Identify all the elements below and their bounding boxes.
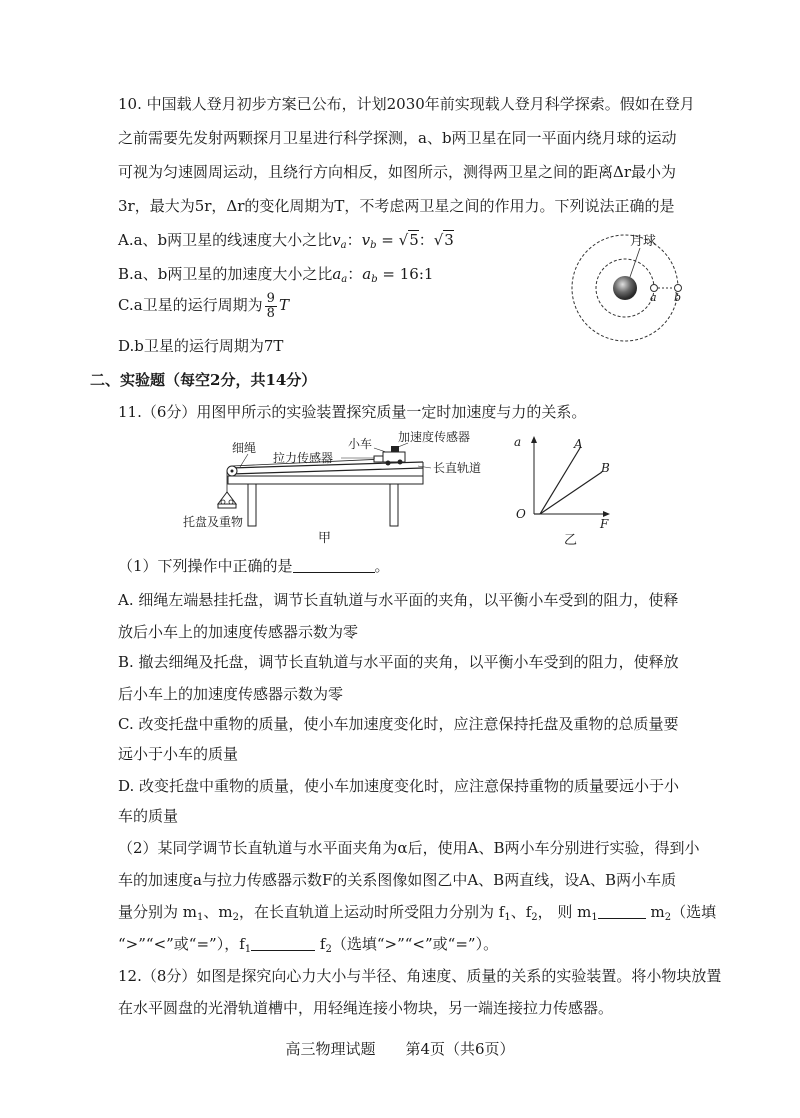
label-b: b — [674, 291, 682, 304]
fraction-9-8: $\frac{9}{8}$ — [266, 290, 275, 321]
answer-blank-2[interactable] — [598, 904, 646, 919]
q11-option-a-line1: A. 细绳左端悬挂托盘，调节长直轨道与水平面的夹角，以平衡小车受到的阻力，使释 — [118, 591, 679, 609]
label-accel-sensor: 加速度传感器 — [398, 430, 471, 444]
q11-part2-line3: 量分别为 $m_1$、$m_2$，在长直轨道上运动时所受阻力分别为 $f_1$、$f_2$， 则 $m_1$ $m_2$（选填 — [118, 903, 717, 923]
table-top — [228, 476, 423, 484]
q12-line2: 在水平圆盘的光滑轨道槽中，用轻绳连接小物块，另一端连接拉力传感器。 — [118, 999, 614, 1017]
q10-option-b: B.a、b两卫星的加速度大小之比$a_a$：$a_b$ = 16:1 — [118, 265, 434, 285]
axis-x-label: F — [600, 517, 609, 531]
q10-line2: 之前需要先发射两颗探月卫星进行科学探测，a、b两卫星在同一平面内绕月球的运动 — [118, 129, 677, 147]
moon-label: 月球 — [630, 234, 657, 249]
answer-blank-1[interactable] — [293, 558, 375, 573]
q12-line1: 12.（8分）如图是探究向心力大小与半径、角速度、质量的关系的实验装置。将小物块放置 — [118, 967, 722, 985]
label-rope: 细绳 — [232, 441, 257, 455]
q11-option-b-line1: B. 撤去细绳及托盘，调节长直轨道与水平面的夹角，以平衡小车受到的阻力，使释放 — [118, 653, 679, 671]
q11-option-d-line2: 车的质量 — [118, 807, 179, 825]
apparatus-figure-jia — [178, 430, 498, 550]
line-B — [540, 472, 602, 514]
line-B-label: B — [601, 461, 610, 475]
label-track: 长直轨道 — [433, 461, 482, 475]
q11-part2-line2: 车的加速度a与拉力传感器示数F的关系图像如图乙中A、B两直线，设A、B两小车质 — [118, 871, 677, 889]
q10-line4: 3r，最大为5r，Δr的变化周期为T，不考虑两卫星之间的作用力。下列说法正确的是 — [118, 197, 675, 215]
label-cart: 小车 — [348, 437, 373, 451]
q10-option-a: A.a、b两卫星的线速度大小之比$v_a$：$v_b = √5$：√3 — [118, 231, 454, 251]
section-heading: 二、实验题（每空2分，共14分） — [90, 371, 317, 389]
origin-label: O — [516, 507, 526, 521]
q11-option-d-line1: D. 改变托盘中重物的质量，使小车加速度变化时，应注意保持重物的质量要远小于小 — [118, 777, 680, 795]
q11-intro: 11.（6分）用图甲所示的实验装置探究质量一定时加速度与力的关系。 — [118, 403, 587, 421]
label-a: a — [650, 291, 657, 304]
answer-blank-3[interactable] — [251, 936, 315, 951]
page-footer: 高三物理试题 第4页（共6页） — [285, 1040, 515, 1058]
q10-line3: 可视为匀速圆周运动，且绕行方向相反，如图所示，测得两卫星之间的距离Δr最小为 — [118, 163, 677, 181]
label-force-sensor: 拉力传感器 — [273, 451, 334, 465]
caption-yi: 乙 — [564, 533, 578, 548]
q10-line1: 10. 中国载人登月初步方案已公布，计划2030年前实现载人登月科学探索。假如在登月 — [118, 95, 695, 113]
q11-part2-line1: （2）某同学调节长直轨道与水平面夹角为α后，使用A、B两小车分别进行实验，得到小 — [118, 839, 700, 857]
q10-option-d: D.b卫星的运行周期为7T — [118, 337, 284, 355]
track-bottom — [230, 468, 423, 474]
line-A — [540, 448, 580, 514]
accel-sensor-icon — [391, 446, 399, 452]
force-sensor-icon — [374, 456, 383, 462]
q11-part1: （1）下列操作中正确的是 。 — [118, 557, 390, 575]
graph-figure-yi — [506, 428, 616, 550]
q11-part2-line4: “>”“<”或“=”），$f_1$ $f_2$（选填“>”“<”或“=”）。 — [118, 935, 499, 955]
q11-option-a-line2: 放后小车上的加速度传感器示数为零 — [118, 623, 359, 641]
moon-sphere — [613, 276, 637, 300]
q11-option-b-line2: 后小车上的加速度传感器示数为零 — [118, 685, 344, 703]
table-leg-right — [390, 484, 398, 526]
label-tray: 托盘及重物 — [183, 515, 244, 529]
orbit-diagram — [570, 228, 720, 354]
q10-option-c: C.a卫星的运行周期为 $\frac{9}{8}$ T — [118, 290, 289, 321]
table-leg-left — [248, 484, 256, 526]
axis-y-label: a — [514, 435, 522, 449]
line-A-label: A — [574, 437, 583, 451]
caption-jia: 甲 — [318, 531, 332, 546]
q11-option-c-line2: 远小于小车的质量 — [118, 745, 239, 763]
q11-option-c-line1: C. 改变托盘中重物的质量，使小车加速度变化时，应注意保持托盘及重物的总质量要 — [118, 715, 679, 733]
